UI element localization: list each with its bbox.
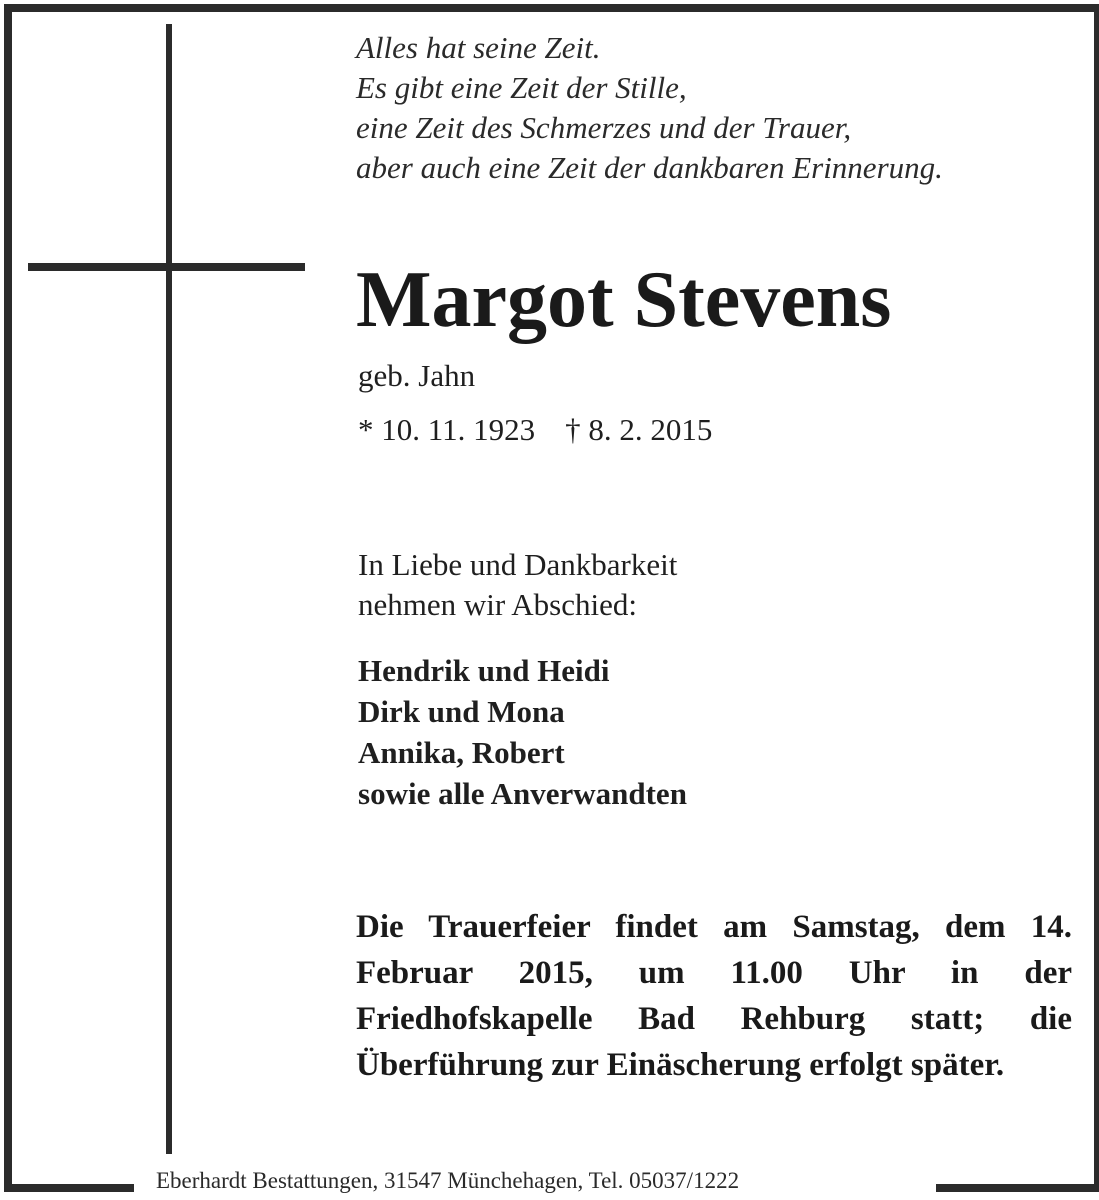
footer-rule-right [936, 1184, 1094, 1192]
farewell-text [358, 545, 677, 625]
cross-horizontal-bar [28, 263, 305, 271]
verse-line: Alles hat seine Zeit. [356, 30, 601, 65]
mourner: sowie alle Anverwandten [358, 776, 687, 811]
death-date: † 8. 2. 2015 [565, 412, 713, 447]
life-dates [358, 410, 712, 450]
verse [356, 28, 943, 188]
ceremony-notice: Die Trauerfeier findet am Samstag, dem 14. Februar 2015, um 11.00 Uhr in der Friedhofskapelle Bad Rehburg statt; die Überführung zur Einäscherung erfolgt später. [356, 909, 1072, 1083]
deceased-name: Margot Stevens [356, 256, 892, 344]
mourners-list [358, 650, 687, 814]
mourner: Dirk und Mona [358, 694, 565, 729]
farewell-line: nehmen wir Abschied: [358, 587, 637, 622]
farewell-line: In Liebe und Dankbarkeit [358, 547, 678, 582]
footer-rule-left [4, 1184, 134, 1192]
mourner: Hendrik und Heidi [358, 653, 610, 688]
maiden-name: geb. Jahn [358, 358, 476, 393]
verse-line: eine Zeit des Schmerzes und der Trauer, [356, 110, 852, 145]
mourner: Annika, Robert [358, 735, 565, 770]
verse-line: Es gibt eine Zeit der Stille, [356, 70, 687, 105]
birth-date: * 10. 11. 1923 [358, 412, 536, 447]
funeral-home-footer: Eberhardt Bestattungen, 31547 Münchehagen, Tel. 05037/1222 [150, 1166, 745, 1196]
verse-line: aber auch eine Zeit der dankbaren Erinnerung. [356, 150, 943, 185]
cross-vertical-bar [166, 24, 172, 1154]
